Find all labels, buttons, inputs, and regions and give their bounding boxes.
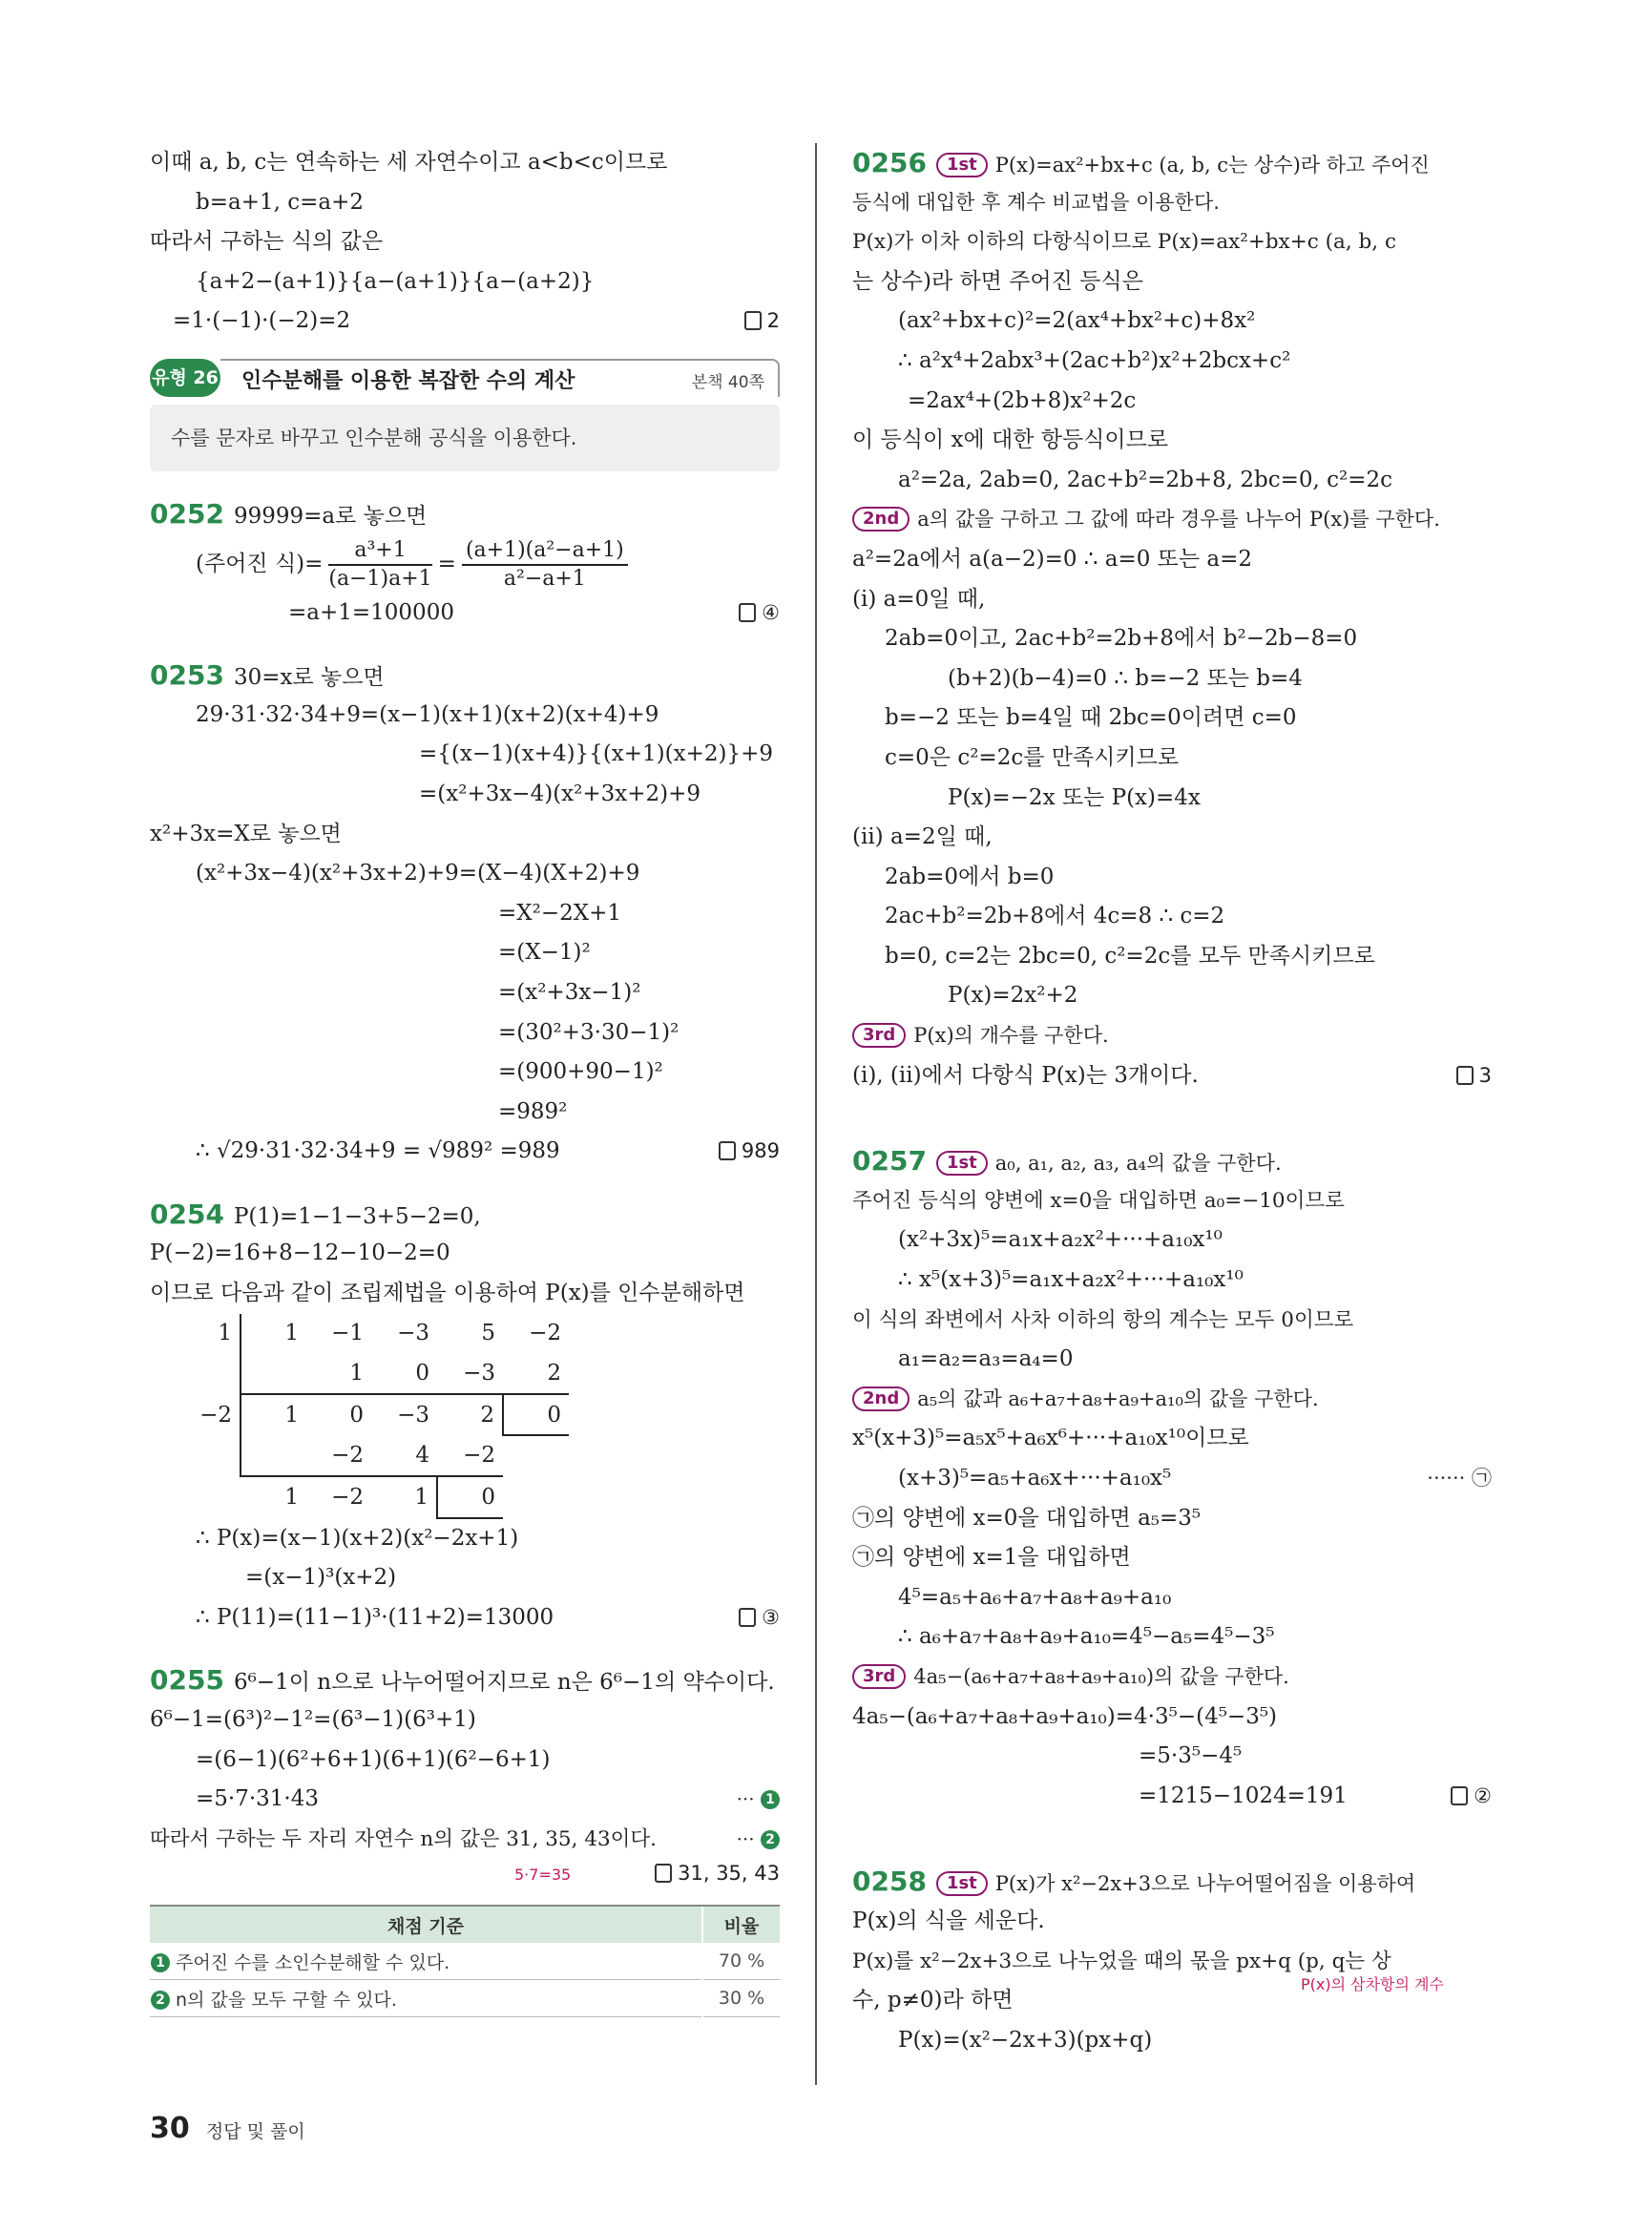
equation-line: 6⁶−1=(6³)²−1²=(6³−1)(6³+1) [150,1707,476,1732]
synthetic-division-table: 1 1 −1 −3 5 −2 1 0 −3 2 −2 1 0 −3 2 0 −2 4 −2 1 −2 1 0 [188,1314,569,1519]
step-line: 2nd a₅의 값과 a₆+a₇+a₈+a₉+a₁₀의 값을 구한다. [852,1380,1492,1420]
equation-line [150,594,780,634]
step-marker: ··· 2 [737,1820,780,1860]
type-badge: 유형 26 [150,359,220,397]
table-row: 1 주어진 수를 소인수분해할 수 있다. 70 % [150,1943,780,1980]
problem-0257-header: 0257 1st a₀, a₁, a₂, a₃, a₄의 값을 구한다. [852,1145,1282,1178]
equation-text: ∴ P(11)=(11−1)³·(11+2)=13000 [196,1604,554,1630]
equation-line [150,1132,780,1172]
equation-line: =(x²+3x−1)² [498,979,641,1005]
equation-line: b=a+1, c=a+2 [196,189,365,215]
equation-line: (i), (ii)에서 다항식 P(x)는 3개이다. 3 [852,1056,1492,1096]
equation-line [150,1780,780,1820]
equation-text: =1·(−1)·(−2)=2 [173,308,351,334]
text-line: 이므로 다음과 같이 조립제법을 이용하여 P(x)를 인수분해하면 [150,1281,745,1306]
equation-line: b=0, c=2는 2bc=0, c²=2c를 모두 만족시키므로 [885,943,1375,969]
grade-header: 비율 [702,1906,780,1943]
type-title-bar [220,359,780,397]
fraction: $\frac{\text{(a+1)(a²−a+1)}}{\text{a²−a+1}}$ [462,537,628,593]
problem-number: 0254 [150,1198,224,1230]
step-badge: 1st [936,1871,988,1896]
step-badge: 3rd [852,1664,906,1689]
footer-label: 정답 및 풀이 [205,2121,305,2142]
problem-number: 0258 [852,1866,927,1898]
annotation: 5·7=35 [514,1866,572,1885]
text-line: 주어진 등식의 양변에 x=0을 대입하면 a₀=−10이므로 [852,1188,1345,1213]
problem-0255-header [150,1660,780,1700]
equation-line: (b+2)(b−4)=0 ∴ b=−2 또는 b=4 [948,665,1303,691]
equation-label: ······ ㉠ [1427,1467,1492,1490]
step-line: 3rd P(x)의 개수를 구한다. [852,1016,1492,1056]
text-line: 이때 a, b, c는 연속하는 세 자연수이고 a<b<c이므로 [150,150,668,175]
problem-0256-header: 0256 1st P(x)=ax²+bx+c (a, b, c는 상수)라 하고 주어진 [852,147,1430,178]
equation-line: ∴ P(x)=(x−1)(x+2)(x²−2x+1) [196,1525,519,1551]
equation-text: =5·7·31·43 [196,1786,320,1812]
answer-badge: ② [1451,1777,1492,1817]
answer-icon [739,603,756,622]
equation-line: 2ac+b²=2b+8에서 4c=8 ∴ c=2 [885,904,1225,929]
equation-line: 4a₅−(a₆+a₇+a₈+a₉+a₁₀)=4·3⁵−(4⁵−3⁵) [852,1703,1278,1729]
equation-line: ㉠의 양변에 x=0을 대입하면 a₅=3⁵ [852,1505,1202,1531]
equation-line: =(x−1)³(x+2) [245,1565,397,1591]
equation-line: a²=2a, 2ab=0, 2ac+b²=2b+8, 2bc=0, c²=2c [898,467,1393,492]
column-divider [815,143,817,2085]
problem-number: 0257 [852,1145,927,1178]
fraction: $\frac{\text{a³+1}}{(a-1)a+1}$ [328,537,432,591]
equation-line: a₁=a₂=a₃=a₄=0 [898,1346,1074,1372]
text-line: 따라서 구하는 식의 값은 [150,229,384,255]
equation-line [150,1598,780,1638]
equation-line: =(x²+3x−4)(x²+3x+2)+9 [419,781,701,806]
page-number: 30 [150,2112,190,2145]
problem-number: 0255 [150,1664,224,1697]
equation-text: P(1)=1−1−3+5−2=0, [233,1203,481,1229]
equation-line: (i) a=0일 때, [852,586,986,612]
type-page-ref: 본책 40쪽 [691,372,764,392]
fraction-line: (주어진 식)= $\frac{\text{a³+1}}{(a-1)a+1}$ = $\frac{\text{(a+1)(a²−a+1)}}{\text{a²−a+1}}$ [150,534,780,594]
step-badge: 2nd [852,507,910,532]
step-badge: 2nd [852,1387,910,1411]
equation-line: (ii) a=2일 때, [852,824,993,850]
type-tip: 수를 문자로 바꾸고 인수분해 공식을 이용한다. [150,405,780,471]
equation-line: =5·3⁵−4⁵ [1139,1743,1243,1769]
answer-icon [744,311,762,330]
text-line: 등식에 대입한 후 계수 비교법을 이용한다. [852,190,1220,214]
equation-line: (x²+3x−4)(x²+3x+2)+9=(X−4)(X+2)+9 [196,861,640,886]
answer-icon [719,1141,736,1160]
equation-line: ㉠의 양변에 x=1을 대입하면 [852,1545,1131,1571]
annotation-line [150,1859,780,1887]
answer-icon [739,1608,756,1627]
answer-badge: ④ [739,594,780,634]
page-footer [150,2112,305,2145]
annotation: P(x)의 삼차항의 계수 [1301,1975,1444,1994]
answer-icon [655,1864,672,1883]
equation-line: c=0은 c²=2c를 만족시키므로 [885,744,1180,770]
equation-line: ∴ a₆+a₇+a₈+a₉+a₁₀=4⁵−a₅=4⁵−3⁵ [898,1624,1275,1650]
equation-line: a²=2a에서 a(a−2)=0 ∴ a=0 또는 a=2 [852,546,1253,572]
text-line: P(x)가 이차 이하의 다항식이므로 P(x)=ax²+bx+c (a, b, c [852,230,1397,255]
equation-line: ∴ a²x⁴+2abx³+(2ac+b²)x²+2bcx+c² [898,347,1291,373]
right-column [852,143,1492,2060]
answer-icon [1451,1786,1468,1805]
equation-text: 따라서 구하는 두 자리 자연수 n의 값은 31, 35, 43이다. [150,1826,658,1851]
answer-badge: 989 [719,1132,780,1172]
equation-line: P(x)=−2x 또는 P(x)=4x [948,784,1201,810]
problem-number: 0253 [150,659,224,692]
equation-line: ={(x−1)(x+4)}{(x+1)(x+2)}+9 [419,741,773,767]
equation-line: =(30²+3·30−1)² [498,1019,680,1045]
equation-line: 29·31·32·34+9=(x−1)(x+1)(x+2)(x+4)+9 [196,701,659,727]
step-badge: 1st [936,153,988,177]
text-line [150,1820,780,1860]
equation-text: (주어진 식)= [196,551,324,576]
step-badge: 1st [936,1151,988,1176]
equation-line: (x+3)⁵=a₅+a₆x+···+a₁₀x⁵ ······ ㉠ [852,1459,1492,1499]
equation-line: P(x)=2x²+2 [948,983,1078,1009]
step-line: 3rd 4a₅−(a₆+a₇+a₈+a₉+a₁₀)의 값을 구한다. [852,1658,1492,1698]
equation-line: (x²+3x)⁵=a₁x+a₂x²+···+a₁₀x¹⁰ [898,1227,1223,1253]
equation-line: =(6−1)(6²+6+1)(6+1)(6²−6+1) [196,1746,551,1772]
grading-table [150,1905,780,2017]
answer-badge: 31, 35, 43 [655,1859,780,1887]
text-line: 이 등식이 x에 대한 항등식이므로 [852,427,1169,453]
answer-badge: 2 [744,302,780,342]
table-row: 2 n의 값을 모두 구할 수 있다. 30 % [150,1980,780,2017]
equation-line: =(900+90−1)² [498,1059,663,1085]
answer-badge: ③ [739,1598,780,1638]
left-column [150,143,780,2017]
equation-line: x²+3x=X로 놓으면 [150,821,342,846]
text-line: 이 식의 좌변에서 사차 이하의 항의 계수는 모두 0이므로 [852,1307,1354,1332]
equation-line: 2ab=0이고, 2ac+b²=2b+8에서 b²−2b−8=0 [885,626,1358,652]
equation-line: 2ab=0에서 b=0 [885,864,1055,889]
step-marker: ··· 1 [737,1780,780,1820]
equation-line: b=−2 또는 b=4일 때 2bc=0이려면 c=0 [885,705,1297,731]
problem-0254-header [150,1195,780,1235]
equation-line: 4⁵=a₅+a₆+a₇+a₈+a₉+a₁₀ [898,1584,1172,1610]
text-line: 수, p≠0)라 하면 P(x)의 삼차항의 계수 [852,1981,1492,2021]
equation-line: (ax²+bx+c)²=2(ax⁴+bx²+c)+8x² [898,308,1256,334]
equation-line: ∴ x⁵(x+3)⁵=a₁x+a₂x²+···+a₁₀x¹⁰ [898,1267,1244,1293]
equation-line: =1215−1024=191 ② [852,1777,1492,1817]
equation-line: x⁵(x+3)⁵=a₅x⁵+a₆x⁶+···+a₁₀x¹⁰이므로 [852,1426,1249,1451]
equation-line: P(−2)=16+8−12−10−2=0 [150,1241,450,1266]
equation-line: =X²−2X+1 [498,900,622,926]
answer-badge: 3 [1456,1056,1492,1096]
equation-line [150,302,780,342]
step-badge: 3rd [852,1023,906,1048]
equation-text: 6⁶−1이 n으로 나누어떨어지므로 n은 6⁶−1의 약수이다. [233,1670,775,1696]
problem-0252-header [150,494,780,534]
equation-line: =(X−1)² [498,940,591,966]
text-line: P(x)의 식을 세운다. [852,1908,1045,1933]
equation-line: =2ax⁴+(2b+8)x²+2c [908,387,1137,413]
problem-number: 0252 [150,497,224,530]
equation-text: =a+1=100000 [288,599,454,625]
equation-text: ∴ √29·31·32·34+9 = √989² =989 [196,1138,560,1164]
step-line: 2nd a의 값을 구하고 그 값에 따라 경우를 나누어 P(x)를 구한다. [852,500,1492,540]
type-title: 인수분해를 이용한 복잡한 수의 계산 [241,368,575,393]
problem-0253-header [150,656,780,696]
equation-text: 30=x로 놓으면 [233,665,385,691]
answer-icon [1456,1066,1474,1085]
equation-line: =989² [498,1098,568,1124]
synthetic-division [150,1314,780,1519]
equation-text: 99999=a로 놓으면 [233,503,428,529]
equation-line: {a+2−(a+1)}{a−(a+1)}{a−(a+2)} [196,268,595,294]
problem-0258-header: 0258 1st P(x)가 x²−2x+3으로 나누어떨어짐을 이용하여 [852,1866,1416,1898]
equation-line: P(x)=(x²−2x+3)(px+q) [898,2027,1153,2053]
grade-header: 채점 기준 [150,1906,702,1943]
text-line: P(x)를 x²−2x+3으로 나누었을 때의 몫을 px+q (p, q는 상 [852,1949,1391,1973]
type-banner [150,359,780,397]
text-line: 는 상수)라 하면 주어진 등식은 [852,268,1143,294]
problem-number: 0256 [852,147,927,178]
